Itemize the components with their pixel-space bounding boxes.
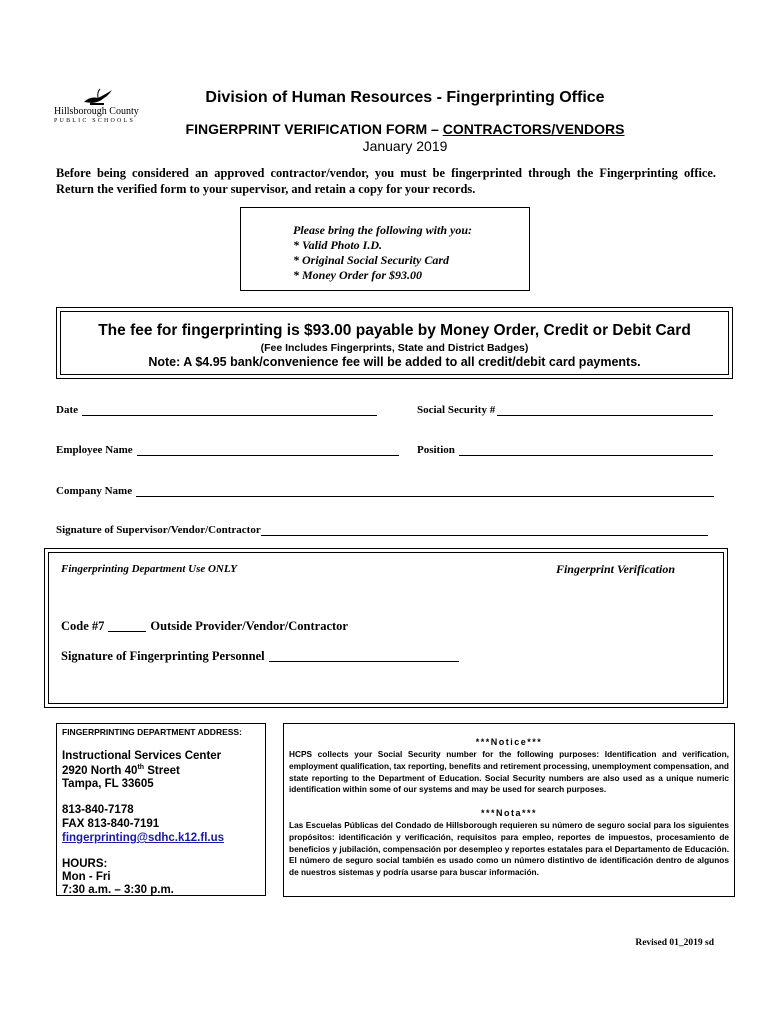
hours-days: Mon - Fri bbox=[62, 871, 111, 883]
phone: 813-840-7178 bbox=[62, 804, 134, 816]
address-box bbox=[56, 723, 266, 896]
street-address bbox=[62, 764, 180, 777]
form-title-underlined: CONTRACTORS/VENDORS bbox=[442, 121, 625, 137]
street-pre: 2920 North 40 bbox=[62, 764, 138, 777]
hours-time: 7:30 a.m. – 3:30 p.m. bbox=[62, 884, 174, 896]
signature-label: Signature of Supervisor/Vendor/Contractor bbox=[56, 524, 261, 536]
code-row bbox=[61, 619, 348, 634]
logo-name: Hillsborough County bbox=[54, 106, 139, 117]
date-field[interactable] bbox=[56, 404, 377, 416]
page-title: Division of Human Resources - Fingerprinting Office bbox=[205, 89, 605, 106]
bring-item: * Original Social Security Card bbox=[293, 253, 450, 267]
fingerprinting-signature-line[interactable] bbox=[269, 651, 459, 662]
form-title-prefix: FINGERPRINT VERIFICATION FORM – bbox=[185, 121, 443, 137]
department-use-label: Fingerprinting Department Use ONLY bbox=[61, 563, 237, 575]
street-post: Street bbox=[144, 764, 180, 777]
position-field[interactable] bbox=[417, 444, 713, 456]
bring-heading: Please bring the following with you: bbox=[293, 223, 473, 237]
position-line[interactable] bbox=[459, 445, 713, 456]
department-use-box bbox=[44, 548, 728, 708]
notice-heading: ***Notice*** bbox=[475, 737, 543, 747]
nota-text: Las Escuelas Públicas del Condado de Hillsborough requieren su número de seguro social para los siguientes propósitos: identificación y verificación, requisitos para empleo, reportes de impuestos, procesamiento de beneficios y jubilación, compensación por desempleo y reportes estatales para el Departamento de Educación. El número de seguro social también es usado como un número distintivo de identificación dentro de algunos de nuestros sistemas y podría usarse para buscar información. bbox=[289, 820, 729, 878]
email-link[interactable]: fingerprinting@sdhc.k12.fl.us bbox=[62, 832, 225, 844]
revision-note: Revised 01_2019 sd bbox=[635, 938, 714, 948]
intro-text: Before being considered an approved contractor/vendor, you must be fingerprinted through the Fingerprinting office. Return the verified form to your supervisor, and retain a copy for your records. bbox=[56, 166, 716, 196]
fee-box bbox=[56, 307, 733, 379]
employee-name-label: Employee Name bbox=[56, 444, 133, 456]
fingerprinting-signature-row bbox=[61, 649, 459, 664]
notice-text: HCPS collects your Social Security number for the following purposes: Identification and verification, employment qualification, tax reporting, benefits and retirement processing, unemployment compensation, and state reporting to the Department of Education. Social Security numbers are also used as a unique numeric identification within some of our systems and may be used for search purposes. bbox=[289, 749, 729, 795]
fax: FAX 813-840-7191 bbox=[62, 818, 160, 830]
ssn-field[interactable] bbox=[417, 404, 713, 416]
street-sup: th bbox=[137, 764, 145, 771]
hours-label: HOURS: bbox=[62, 858, 108, 870]
center-name: Instructional Services Center bbox=[62, 750, 222, 762]
fee-main: The fee for fingerprinting is $93.00 payable by Money Order, Credit or Debit Card bbox=[98, 322, 691, 339]
address-heading: FINGERPRINTING DEPARTMENT ADDRESS: bbox=[62, 727, 242, 737]
form-title bbox=[40, 121, 770, 137]
fingerprinting-signature-label: Signature of Fingerprinting Personnel bbox=[61, 649, 265, 663]
date-line[interactable] bbox=[82, 405, 377, 416]
company-name-line[interactable] bbox=[136, 486, 714, 497]
date-label: Date bbox=[56, 404, 78, 416]
city: Tampa, FL 33605 bbox=[62, 778, 154, 790]
company-name-label: Company Name bbox=[56, 485, 133, 497]
bring-box bbox=[240, 207, 530, 291]
code-line[interactable] bbox=[108, 621, 146, 632]
nota-heading: ***Nota*** bbox=[480, 808, 537, 818]
fee-includes: (Fee Includes Fingerprints, State and District Badges) bbox=[260, 342, 529, 354]
bring-item: * Money Order for $93.00 bbox=[293, 268, 422, 282]
employee-name-line[interactable] bbox=[137, 445, 399, 456]
signature-line[interactable] bbox=[261, 525, 708, 536]
form-date: January 2019 bbox=[362, 138, 448, 154]
ssn-line[interactable] bbox=[497, 405, 713, 416]
bring-item: * Valid Photo I.D. bbox=[293, 238, 383, 252]
signature-field[interactable] bbox=[56, 524, 708, 536]
fingerprint-verification-label: Fingerprint Verification bbox=[555, 562, 675, 576]
fee-note: Note: A $4.95 bank/convenience fee will be added to all credit/debit card payments. bbox=[148, 355, 641, 369]
position-label: Position bbox=[417, 444, 455, 456]
code-description: Outside Provider/Vendor/Contractor bbox=[150, 619, 348, 633]
employee-name-field[interactable] bbox=[56, 444, 399, 456]
company-name-field[interactable] bbox=[56, 485, 714, 497]
ssn-label: Social Security # bbox=[417, 404, 496, 416]
notice-box bbox=[283, 723, 735, 897]
logo-subtitle: PUBLIC SCHOOLS bbox=[54, 118, 135, 124]
code-label: Code #7 bbox=[61, 619, 105, 633]
